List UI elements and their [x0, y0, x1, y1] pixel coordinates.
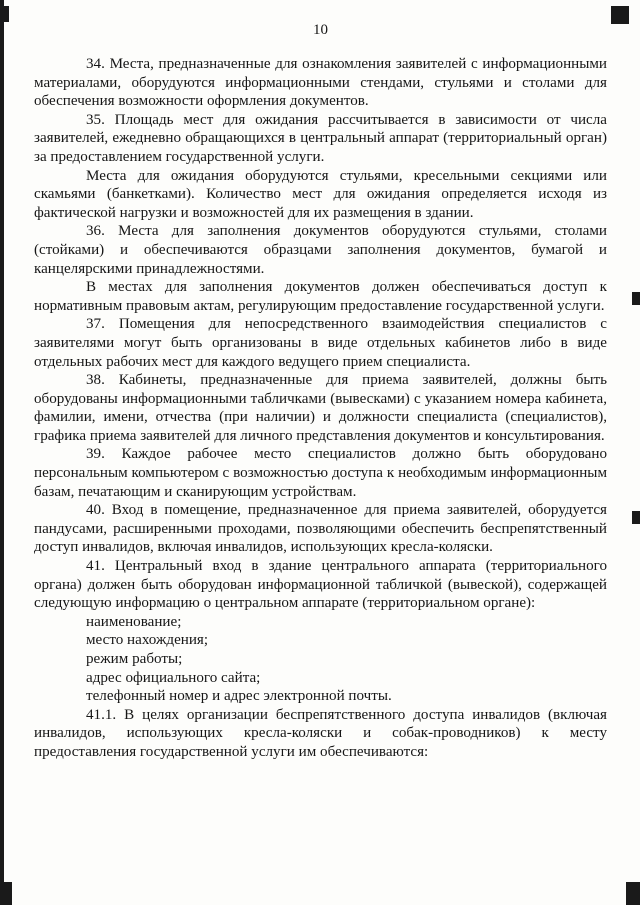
scan-artifact-top-right [611, 6, 629, 24]
paragraph-36-cont: В местах для заполнения документов должен обеспечиваться доступ к нормативным правовым актам, регулирующим предоставление государственной услуги. [34, 279, 607, 314]
list-item-schedule: режим работы; [86, 651, 183, 667]
paragraph-41-1: 41.1. В целях организации беспрепятственного доступа инвалидов (включая инвалидов, использующих кресла-коляски и собак-проводников) к месту предоставления государственной услуги им обеспечиваются: [34, 706, 607, 760]
list-item-location: место нахождения; [86, 632, 209, 649]
list-item-phone-email: телефонный номер и адрес электронной почты. [86, 688, 392, 705]
scan-artifact-left-edge [0, 0, 4, 905]
page-number: 10 [313, 22, 328, 38]
paragraph-37: 37. Помещения для непосредственного взаимодействия специалистов с заявителями могут быть организованы в виде отдельных кабинетов либо в виде отдельных рабочих мест для каждого ведущего прием специалиста. [34, 316, 607, 370]
paragraph-41: 41. Центральный вход в здание центрального аппарата (территориального органа) должен быть оборудован информационной табличкой (вывеской), содержащей следующую информацию о центральном аппарате (территориальном органе): [34, 558, 607, 612]
scan-artifact-top-left [0, 6, 9, 22]
paragraph-34: 34. Места, предназначенные для ознакомления заявителей с информационными материалами, оборудуются информационными стендами, стульями и столами для обеспечения возможности оформления документов. [34, 56, 607, 110]
paragraph-39: 39. Каждое рабочее место специалистов должно быть оборудовано персональным компьютером с возможностью доступа к необходимым информационным базам, печатающим и сканирующим устройствам. [34, 446, 607, 500]
paragraph-36: 36. Места для заполнения документов оборудуются стульями, столами (стойками) и обеспечиваются образцами заполнения документов, бумагой и канцелярскими принадлежностями. [34, 223, 607, 277]
scan-artifact-right-mid-2 [632, 511, 640, 524]
scan-artifact-bottom-right [626, 882, 640, 905]
list-item-name: наименование; [86, 613, 182, 630]
paragraph-35-cont: Места для ожидания оборудуются стульями, кресельными секциями или скамьями (банкетками). Количество мест для ожидания определяется исходя из фактической нагрузки и возможностей для их размещения в здании. [34, 167, 607, 221]
page-content [34, 22, 607, 762]
scan-artifact-right-mid-1 [632, 292, 640, 305]
scan-artifact-bottom-left [0, 882, 12, 905]
list-item-website: адрес официального сайта; [86, 669, 261, 686]
paragraph-35: 35. Площадь мест для ожидания рассчитывается в зависимости от числа заявителей, ежедневно обращающихся в центральный аппарат (территориальный орган) за предоставлением государственной услуги. [34, 111, 607, 165]
paragraph-38: 38. Кабинеты, предназначенные для приема заявителей, должны быть оборудованы информационными табличками (вывесками) с указанием номера кабинета, фамилии, имени, отчества (при наличии) и должности специалиста (специалистов), графика приема заявителей для личного представления документов и консультирования. [34, 372, 607, 444]
paragraph-40: 40. Вход в помещение, предназначенное для приема заявителей, оборудуется пандусами, расширенными проходами, позволяющими обеспечить беспрепятственный доступ инвалидов, включая инвалидов, использующих кресла-коляски. [34, 502, 607, 556]
